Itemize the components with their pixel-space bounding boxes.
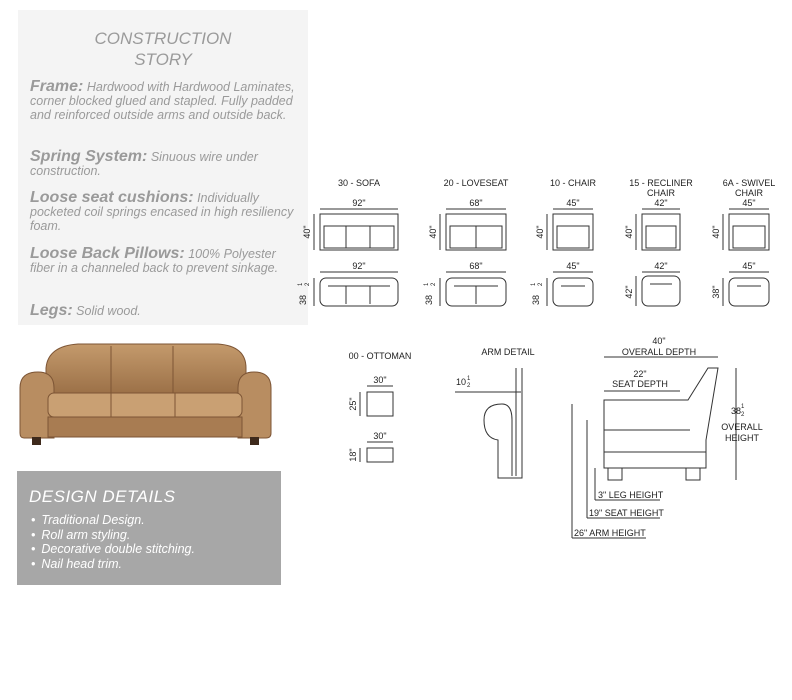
svg-text:OVERALL: OVERALL: [721, 422, 763, 432]
dim-swivel-front: 45": [742, 261, 756, 271]
svg-text:2: 2: [305, 282, 311, 286]
svg-text:1: 1: [424, 282, 430, 286]
label-sofa: 30 - SOFA: [337, 178, 381, 188]
dim-recliner-front: 42": [654, 261, 668, 271]
dim-seat-depth-label: SEAT DEPTH: [612, 379, 668, 389]
design-item: • Traditional Design.: [31, 513, 195, 528]
dim-ottoman-depth: 25": [348, 397, 358, 411]
svg-text:2: 2: [467, 383, 471, 389]
label-swivel-1: 6A - SWIVEL: [722, 178, 776, 188]
dim-sofa-height: [298, 282, 311, 305]
design-item: • Nail head trim.: [31, 557, 195, 572]
design-details-panel: [17, 471, 281, 585]
spec-frame: Frame: Hardwood with Hardwood Laminates, corner blocked glued and stapled. Fully padded and reinforced outside arms and outside back.: [30, 78, 295, 122]
dim-seat-height: 19" SEAT HEIGHT: [589, 508, 664, 518]
dim-loveseat-depth: 40": [428, 225, 438, 239]
svg-text:38: 38: [731, 406, 742, 416]
design-item: • Decorative double stitching.: [31, 542, 195, 557]
svg-text:1: 1: [741, 404, 745, 410]
title-line-1: CONSTRUCTION: [94, 29, 232, 48]
dim-loveseat-height: [424, 282, 437, 305]
dim-chair-front: 45": [566, 261, 580, 271]
spec-spring-system: Spring System: Sinuous wire under construction.: [30, 148, 258, 178]
svg-text:1: 1: [298, 282, 304, 286]
label-recliner-1: 15 - RECLINER: [629, 178, 693, 188]
dim-arm-width: [456, 376, 471, 389]
design-details-list: [31, 513, 195, 571]
construction-story-panel: [18, 10, 308, 325]
dim-ottoman-width-top: 30": [373, 375, 387, 385]
svg-text:1: 1: [531, 282, 537, 286]
dim-chair-depth: 40": [535, 225, 545, 239]
svg-text:2: 2: [431, 282, 437, 286]
dim-leg-height: 3" LEG HEIGHT: [598, 490, 664, 500]
construction-story-title: [18, 28, 308, 70]
sofa-photo: [18, 338, 273, 450]
dim-loveseat-top: 68": [469, 198, 483, 208]
dim-sofa-depth: 40": [302, 225, 312, 239]
dim-sofa-front: 92": [352, 261, 366, 271]
svg-text:1: 1: [467, 376, 471, 382]
spec-loose-back-pillows: Loose Back Pillows: 100% Polyester fiber in a channeled back to prevent sinkage.: [30, 245, 279, 275]
spec-loose-seat-cushions: Loose seat cushions: Individually pocketed coil springs encased in high resiliency foam.: [30, 189, 294, 233]
dim-overall-height: [721, 404, 763, 443]
design-details-title: DESIGN DETAILS: [29, 487, 176, 506]
dim-recliner-height: 42": [624, 285, 634, 299]
dim-swivel-height: 38": [711, 285, 721, 299]
dimension-drawings: [290, 160, 790, 560]
label-recliner-2: CHAIR: [646, 188, 676, 198]
label-loveseat: 20 - LOVESEAT: [443, 178, 509, 188]
svg-text:2: 2: [538, 282, 544, 286]
svg-text:38: 38: [424, 294, 434, 306]
svg-text:2: 2: [741, 412, 745, 418]
dim-overall-depth-label: OVERALL DEPTH: [621, 347, 697, 357]
dim-ottoman-height: 18": [348, 448, 358, 462]
design-item: • Roll arm styling.: [31, 528, 195, 543]
spec-legs: Legs: Solid wood.: [30, 302, 141, 319]
dim-recliner-depth: 40": [624, 225, 634, 239]
dim-swivel-top: 45": [742, 198, 756, 208]
dim-chair-top: 45": [566, 198, 580, 208]
label-arm-detail: ARM DETAIL: [481, 347, 535, 357]
label-ottoman: 00 - OTTOMAN: [348, 351, 412, 361]
dim-sofa-top: 92": [352, 198, 366, 208]
dim-swivel-depth: 40": [711, 225, 721, 239]
dim-loveseat-front: 68": [469, 261, 483, 271]
dim-seat-depth-value: 22": [633, 369, 647, 379]
dim-recliner-top: 42": [654, 198, 668, 208]
svg-text:HEIGHT: HEIGHT: [724, 433, 760, 443]
label-swivel-2: CHAIR: [734, 188, 764, 198]
label-chair: 10 - CHAIR: [549, 178, 597, 188]
svg-text:38: 38: [298, 294, 308, 306]
dim-overall-depth-value: 40": [652, 336, 666, 346]
title-line-2: STORY: [134, 50, 192, 69]
svg-text:38: 38: [531, 294, 541, 306]
svg-text:10: 10: [456, 377, 467, 387]
dim-ottoman-width-front: 30": [373, 431, 387, 441]
dim-arm-height: 26" ARM HEIGHT: [574, 528, 646, 538]
dim-chair-height: [531, 282, 544, 305]
